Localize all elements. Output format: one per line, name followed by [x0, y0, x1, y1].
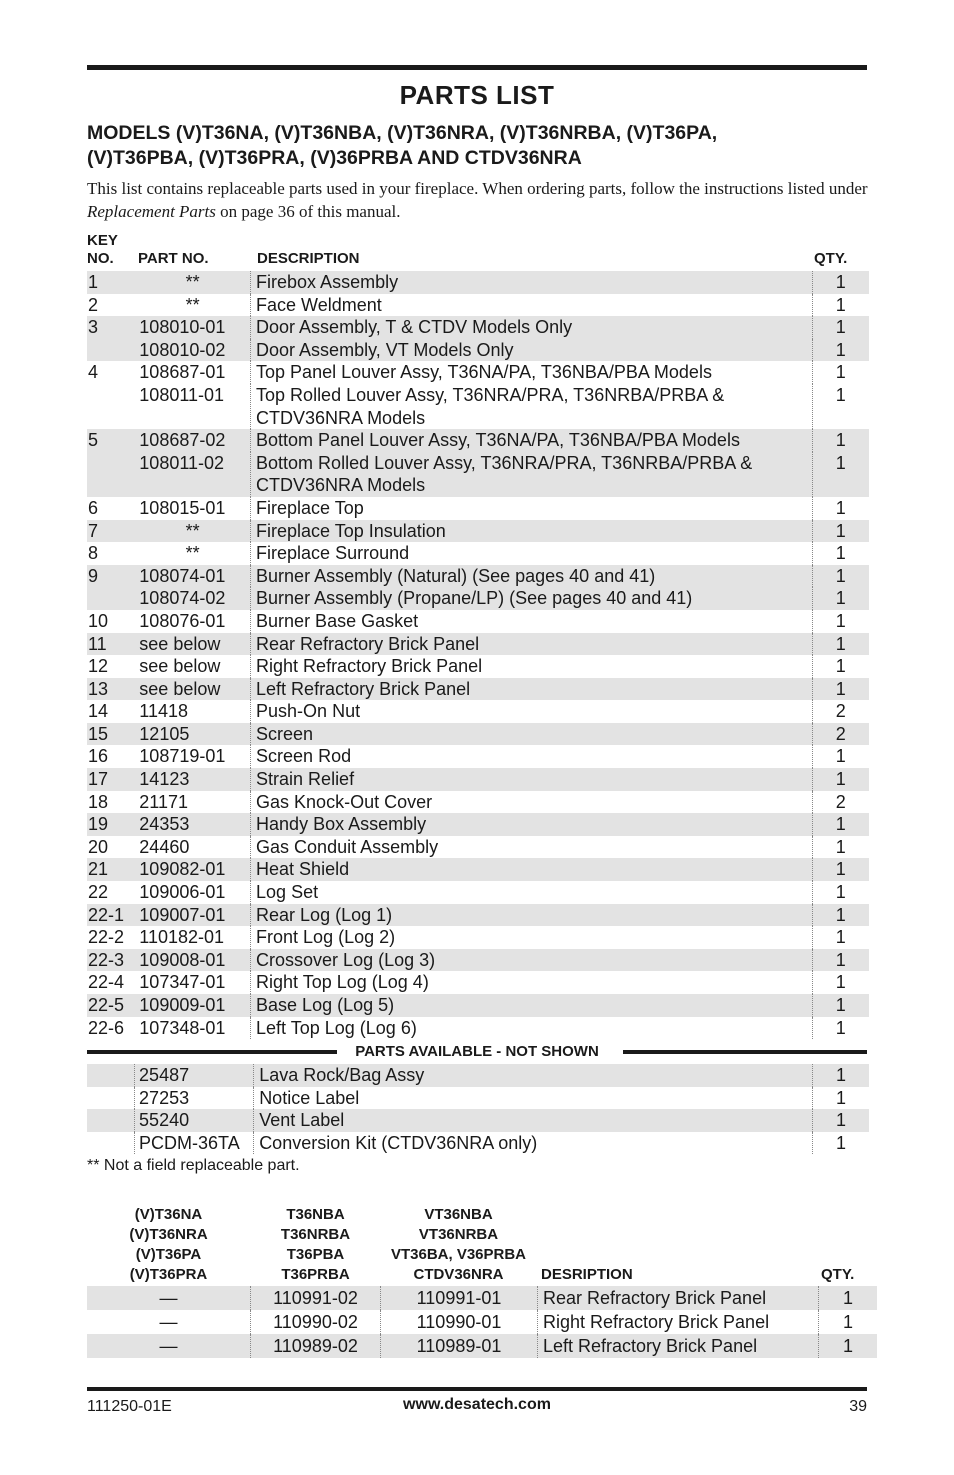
description-cell: Rear Log (Log 1)	[251, 904, 813, 927]
not-shown-table	[87, 1064, 869, 1154]
key-header-line-1: KEY	[87, 232, 118, 249]
key-no-cell: 16	[88, 746, 109, 767]
key-no-cell: 2	[88, 294, 99, 315]
description-cell: Vent Label	[254, 1109, 813, 1132]
part-no-cell: 14123	[135, 768, 250, 791]
description-cell: Gas Conduit Assembly	[251, 836, 813, 859]
table-row	[87, 971, 869, 994]
brick-panel-table	[87, 1286, 877, 1358]
brick-model-label: T36NRBA	[280, 1226, 351, 1243]
table-row	[87, 452, 869, 497]
page-title: PARTS LIST	[399, 80, 555, 110]
table-row	[87, 655, 869, 678]
table-row	[87, 339, 869, 362]
part-no-cell: 24353	[135, 813, 250, 836]
part-no-cell: 55240	[135, 1109, 254, 1132]
part-no-cell: **	[135, 271, 250, 294]
part-no-cell: 109007-01	[135, 904, 250, 927]
part-no-cell: **	[135, 294, 250, 317]
part-no-cell: 109008-01	[135, 949, 250, 972]
qty-cell: 1	[835, 1087, 846, 1108]
description-cell: Fireplace Top Insulation	[251, 520, 813, 543]
description-header: DESCRIPTION	[257, 250, 360, 267]
key-no-cell	[87, 452, 135, 497]
footnote: ** Not a field replaceable part.	[87, 1157, 300, 1174]
table-row	[87, 1109, 869, 1132]
qty-cell: 1	[835, 543, 846, 564]
model-group-1-cell: —	[87, 1310, 251, 1334]
qty-cell: 1	[812, 994, 869, 1017]
description-cell: Left Top Log (Log 6)	[251, 1017, 813, 1040]
qty-cell: 1	[812, 949, 869, 972]
model-group-2-cell: 110990-02	[251, 1310, 381, 1334]
key-no-cell: 18	[88, 791, 109, 812]
key-no-cell: 21	[87, 858, 135, 881]
table-row	[87, 745, 869, 768]
table-row	[87, 1286, 877, 1310]
model-group-2-cell: 110991-02	[251, 1286, 381, 1310]
description-cell: Right Top Log (Log 4)	[251, 971, 813, 994]
table-row	[87, 881, 869, 904]
key-no-cell: 22-5	[87, 994, 135, 1017]
description-cell: Top Panel Louver Assy, T36NA/PA, T36NBA/PBA Models	[251, 361, 813, 384]
brick-model-label: T36PBA	[286, 1246, 345, 1263]
qty-cell: 1	[842, 1312, 853, 1332]
brick-model-label: T36PRBA	[281, 1266, 350, 1283]
subtitle-line-1: MODELS (V)T36NA, (V)T36NBA, (V)T36NRA, (V)T36NRBA, (V)T36PA,	[87, 122, 718, 144]
key-no-cell: 22-3	[87, 949, 135, 972]
part-no-cell: 107347-01	[135, 971, 250, 994]
part-no-cell: see below	[135, 655, 250, 678]
qty-cell: 1	[835, 384, 846, 405]
qty-cell: 1	[812, 520, 869, 543]
key-no-cell	[87, 339, 135, 362]
part-no-cell: **	[135, 542, 250, 565]
table-row	[87, 497, 869, 520]
key-no-cell: 10	[88, 610, 109, 631]
brick-col3-header	[380, 1205, 537, 1285]
brick-model-label: CTDV36NRA	[413, 1266, 504, 1283]
qty-cell: 1	[835, 927, 846, 948]
intro-paragraph	[87, 177, 872, 223]
description-cell: Burner Assembly (Propane/LP) (See pages 40 and 41)	[251, 587, 813, 610]
qty-cell: 1	[812, 565, 869, 588]
table-row	[87, 633, 869, 656]
key-no-cell: 14	[88, 701, 109, 722]
brick-col1-header	[87, 1205, 250, 1285]
part-no-cell: 24460	[135, 836, 250, 859]
part-no-cell: 108687-02	[135, 429, 250, 452]
description-cell: Face Weldment	[251, 294, 813, 317]
description-cell: Left Refractory Brick Panel	[538, 1334, 819, 1358]
part-no-cell: 110182-01	[135, 926, 250, 949]
key-no-cell: 9	[87, 565, 135, 588]
description-cell: Door Assembly, T & CTDV Models Only	[251, 316, 813, 339]
description-cell: Rear Refractory Brick Panel	[538, 1286, 819, 1310]
description-cell: Crossover Log (Log 3)	[251, 949, 813, 972]
table-row	[87, 384, 869, 429]
part-no-cell: 108074-02	[135, 587, 250, 610]
description-cell: Door Assembly, VT Models Only	[251, 339, 813, 362]
description-cell: Left Refractory Brick Panel	[251, 678, 813, 701]
qty-cell: 1	[812, 1109, 869, 1132]
key-no-cell: 17	[87, 768, 135, 791]
brick-desc-header: DESRIPTION	[541, 1266, 633, 1283]
brick-model-label: (V)T36NRA	[129, 1226, 208, 1243]
not-shown-label: PARTS AVAILABLE - NOT SHOWN	[351, 1043, 603, 1060]
qty-cell: 1	[835, 656, 846, 677]
part-no-cell: 21171	[135, 791, 250, 814]
key-no-cell: 22-6	[88, 1017, 125, 1038]
qty-cell: 1	[835, 1017, 846, 1038]
qty-cell: 1	[812, 633, 869, 656]
table-row	[87, 361, 869, 384]
table-row	[87, 994, 869, 1017]
qty-cell: 1	[812, 429, 869, 452]
table-row	[87, 768, 869, 791]
part-no-cell: 108719-01	[135, 745, 250, 768]
qty-cell: 1	[812, 452, 869, 497]
description-cell: Burner Base Gasket	[251, 610, 813, 633]
description-cell: Log Set	[251, 881, 813, 904]
qty-cell: 1	[812, 904, 869, 927]
description-cell: Top Rolled Louver Assy, T36NRA/PRA, T36NRBA/PRBA & CTDV36NRA Models	[251, 384, 813, 429]
qty-cell: 2	[835, 791, 846, 812]
qty-cell: 1	[812, 813, 869, 836]
model-group-3-cell: 110991-01	[381, 1286, 538, 1310]
table-row	[87, 1087, 869, 1110]
key-no-cell: 11	[87, 633, 135, 656]
part-no-header: PART NO.	[138, 250, 209, 267]
doc-number: 111250-01E	[87, 1398, 172, 1415]
table-row	[87, 587, 869, 610]
part-no-cell: 108076-01	[135, 610, 250, 633]
model-group-3-cell: 110989-01	[381, 1334, 538, 1358]
part-no-cell: 108015-01	[135, 497, 250, 520]
description-cell: Front Log (Log 2)	[251, 926, 813, 949]
qty-cell: 1	[819, 1334, 878, 1358]
table-row	[87, 542, 869, 565]
table-row	[87, 294, 869, 317]
part-no-cell: **	[135, 520, 250, 543]
description-cell: Base Log (Log 5)	[251, 994, 813, 1017]
part-no-cell: see below	[135, 678, 250, 701]
table-row	[87, 813, 869, 836]
qty-cell: 1	[819, 1286, 878, 1310]
part-no-cell: 108011-01	[135, 384, 250, 429]
intro-text-end: on page 36 of this manual.	[215, 202, 401, 221]
top-rule	[87, 65, 867, 70]
model-group-1-cell: —	[87, 1286, 251, 1310]
description-cell: Notice Label	[254, 1087, 813, 1110]
not-shown-divider	[87, 1043, 867, 1061]
brick-model-label: VT36BA, V36PRBA	[390, 1246, 527, 1263]
qty-cell: 2	[812, 723, 869, 746]
part-no-cell: 11418	[135, 700, 250, 723]
table-row	[87, 949, 869, 972]
brick-col2-header	[251, 1205, 380, 1285]
description-cell: Bottom Panel Louver Assy, T36NA/PA, T36NBA/PBA Models	[251, 429, 813, 452]
key-no-cell: 1	[87, 271, 135, 294]
part-no-cell: 25487	[135, 1064, 254, 1087]
table-row	[87, 1064, 869, 1087]
table-row	[87, 271, 869, 294]
key-no-header	[87, 232, 118, 268]
table-row	[87, 1017, 869, 1040]
qty-cell: 1	[812, 316, 869, 339]
key-no-cell: 4	[88, 362, 99, 383]
table-row	[87, 926, 869, 949]
part-no-cell: 107348-01	[135, 1017, 250, 1040]
key-no-cell: 8	[88, 543, 99, 564]
qty-cell: 1	[812, 339, 869, 362]
part-no-cell: 12105	[135, 723, 250, 746]
qty-cell: 1	[835, 610, 846, 631]
key-no-cell	[87, 384, 135, 429]
table-row	[87, 610, 869, 633]
qty-header: QTY.	[814, 250, 848, 267]
table-row	[87, 1334, 877, 1358]
description-cell: Gas Knock-Out Cover	[251, 791, 813, 814]
description-cell: Right Refractory Brick Panel	[538, 1310, 819, 1334]
part-no-cell: 109006-01	[135, 881, 250, 904]
description-cell: Handy Box Assembly	[251, 813, 813, 836]
part-no-cell: 109009-01	[135, 994, 250, 1017]
table-row	[87, 904, 869, 927]
qty-cell: 1	[835, 1132, 846, 1153]
description-cell: Rear Refractory Brick Panel	[251, 633, 813, 656]
key-no-cell	[87, 1132, 135, 1155]
key-no-cell: 20	[88, 836, 109, 857]
brick-qty-header: QTY.	[821, 1266, 855, 1283]
key-no-cell: 22-2	[88, 927, 125, 948]
qty-cell: 1	[812, 858, 869, 881]
part-no-cell: 108074-01	[135, 565, 250, 588]
table-row	[87, 858, 869, 881]
table-row	[87, 678, 869, 701]
key-no-cell	[87, 587, 135, 610]
qty-cell: 1	[812, 678, 869, 701]
brick-model-label: (V)T36PA	[135, 1246, 202, 1263]
brick-model-label: VT36NRBA	[418, 1226, 499, 1243]
table-row	[87, 316, 869, 339]
description-cell: Firebox Assembly	[251, 271, 813, 294]
table-row	[87, 565, 869, 588]
part-no-cell: 109082-01	[135, 858, 250, 881]
table-row	[87, 791, 869, 814]
key-no-cell: 13	[87, 678, 135, 701]
qty-cell: 1	[812, 1064, 869, 1087]
qty-cell: 1	[835, 836, 846, 857]
key-no-cell: 22-4	[88, 972, 125, 993]
key-no-cell	[87, 1109, 135, 1132]
part-no-cell: 108010-01	[135, 316, 250, 339]
description-cell: Lava Rock/Bag Assy	[254, 1064, 813, 1087]
qty-cell: 1	[812, 271, 869, 294]
qty-cell: 1	[835, 746, 846, 767]
key-no-cell: 15	[87, 723, 135, 746]
table-row	[87, 836, 869, 859]
description-cell: Push-On Nut	[251, 700, 813, 723]
qty-cell: 1	[835, 972, 846, 993]
key-no-cell: 7	[87, 520, 135, 543]
key-no-cell	[87, 1064, 135, 1087]
model-group-2-cell: 110989-02	[251, 1334, 381, 1358]
table-row	[87, 1310, 877, 1334]
table-row	[87, 520, 869, 543]
qty-cell: 1	[835, 362, 846, 383]
models-subtitle	[87, 121, 867, 171]
not-shown-label-wrap	[87, 1043, 867, 1061]
key-no-cell: 3	[87, 316, 135, 339]
qty-cell: 1	[835, 497, 846, 518]
part-no-cell: 108687-01	[135, 361, 250, 384]
key-header-line-2: NO.	[87, 250, 114, 267]
intro-italic-ref: Replacement Parts	[87, 202, 216, 221]
key-no-cell: 22	[88, 882, 109, 903]
table-row	[87, 700, 869, 723]
part-no-cell: 108011-02	[135, 452, 250, 497]
description-cell: Fireplace Top	[251, 497, 813, 520]
qty-cell: 1	[812, 768, 869, 791]
description-cell: Right Refractory Brick Panel	[251, 655, 813, 678]
description-cell: Heat Shield	[251, 858, 813, 881]
part-no-cell: PCDM-36TA	[135, 1132, 254, 1155]
parts-table	[87, 271, 869, 1039]
part-no-cell: 27253	[135, 1087, 254, 1110]
table-row	[87, 429, 869, 452]
table-row	[87, 1132, 869, 1155]
key-no-cell: 22-1	[87, 904, 135, 927]
key-no-cell: 6	[88, 497, 99, 518]
qty-cell: 1	[835, 294, 846, 315]
brick-model-label: (V)T36NA	[134, 1206, 203, 1223]
subtitle-line-2: (V)T36PBA, (V)T36PRA, (V)36PRBA AND CTDV36NRA	[87, 147, 582, 169]
intro-text: This list contains replaceable parts used in your fireplace. When ordering parts, follow the instructions listed under	[87, 179, 868, 198]
page-number: 39	[849, 1398, 867, 1415]
bottom-rule	[87, 1387, 867, 1391]
part-no-cell: 108010-02	[135, 339, 250, 362]
key-no-cell: 12	[88, 656, 109, 677]
model-group-3-cell: 110990-01	[381, 1310, 538, 1334]
brick-model-label: VT36NBA	[424, 1206, 493, 1223]
qty-cell: 2	[835, 701, 846, 722]
description-cell: Fireplace Surround	[251, 542, 813, 565]
key-no-cell: 5	[87, 429, 135, 452]
description-cell: Burner Assembly (Natural) (See pages 40 and 41)	[251, 565, 813, 588]
brick-model-label: (V)T36PRA	[129, 1266, 208, 1283]
qty-cell: 1	[835, 882, 846, 903]
key-no-cell	[87, 1087, 135, 1110]
qty-cell: 1	[812, 587, 869, 610]
description-cell: Conversion Kit (CTDV36NRA only)	[254, 1132, 813, 1155]
description-cell: Screen	[251, 723, 813, 746]
part-no-cell: see below	[135, 633, 250, 656]
model-group-1-cell: —	[87, 1334, 251, 1358]
website-link[interactable]: www.desatech.com	[403, 1396, 551, 1413]
description-cell: Strain Relief	[251, 768, 813, 791]
description-cell: Screen Rod	[251, 745, 813, 768]
brick-model-label: T36NBA	[286, 1206, 345, 1223]
table-row	[87, 723, 869, 746]
key-no-cell: 19	[87, 813, 135, 836]
description-cell: Bottom Rolled Louver Assy, T36NRA/PRA, T36NRBA/PRBA & CTDV36NRA Models	[251, 452, 813, 497]
